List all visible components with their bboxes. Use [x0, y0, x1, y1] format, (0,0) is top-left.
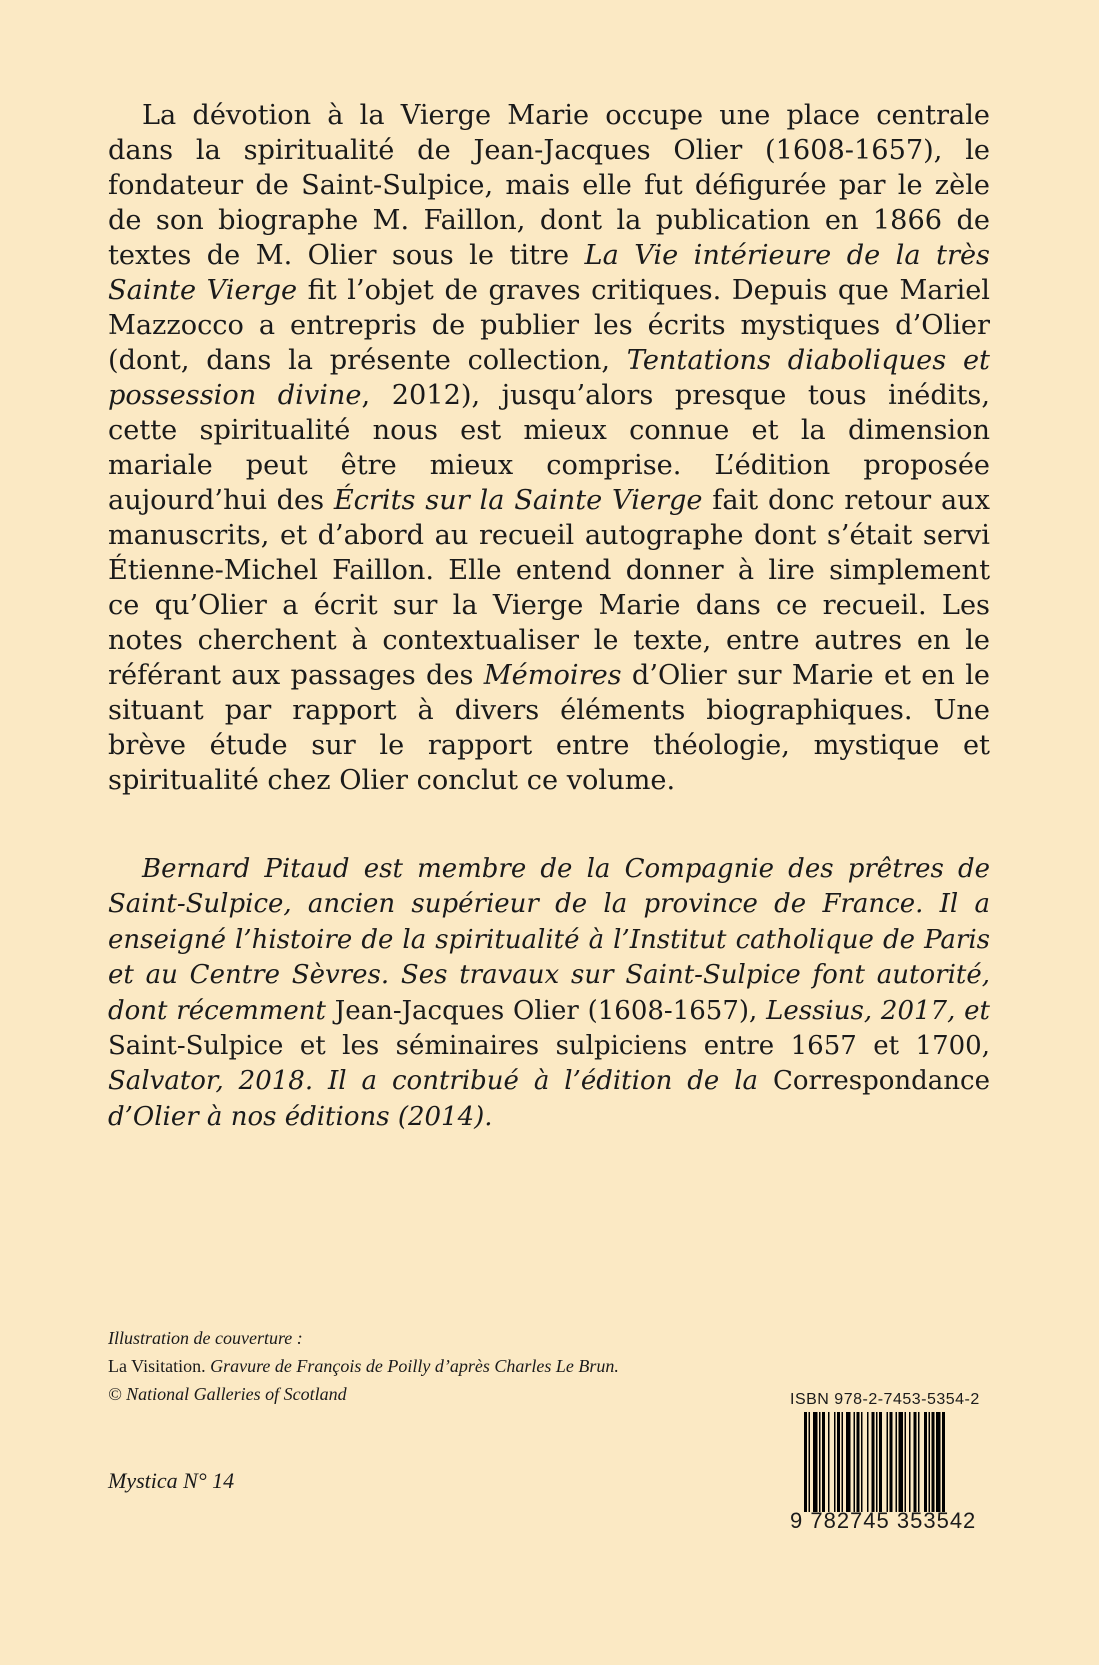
summary-text-2: fit l’objet de graves critiques. Depuis que Mariel Mazzocco a entrepris de publier les écrits mystiques d’Olier (dont, dans la présente collection, [108, 275, 990, 376]
summary-title-1: La Vie intérieure de la très Sainte Vierge [108, 240, 991, 306]
credits-copyright: © National Galleries of Scotland [108, 1384, 347, 1404]
credits-title: La Visitation. [108, 1356, 206, 1376]
barcode-icon [790, 1412, 990, 1512]
isbn-label: ISBN 978-2-7453-5354-2 [790, 1391, 980, 1408]
bio-book-3: Correspondance [772, 1066, 990, 1097]
credits-heading: Illustration de couverture : [108, 1328, 303, 1348]
bio-book-1: Jean-Jacques Olier (1608-1657), [334, 995, 758, 1026]
summary-title-4: Mémoires [483, 660, 622, 691]
barcode-digits: 9 782745 353542 [790, 1508, 977, 1533]
bio-book-2: Saint-Sulpice et les séminaires sulpiciens entre 1657 et 1700, [108, 1031, 990, 1062]
summary-text-1: La dévotion à la Vierge Marie occupe une place centrale dans la spiritualité de Jean-Jacques Olier (1608-1657), le fondateur de Saint-Sulpice, mais elle fut défigurée par le zèle de son biographe M. Faillon, dont la publication en 1866 de textes de M. Olier sous le titre [108, 100, 990, 271]
credits-line [108, 1352, 990, 1380]
summary-title-2: Tentations diaboliques et possession divine [108, 345, 990, 411]
bio-text-3: Salvator, 2018. Il a contribué à l’édition de la [108, 1066, 773, 1097]
series-label: Mystica N° 14 [108, 1468, 235, 1493]
summary-text-4: fait donc retour aux manuscrits, et d’abord au recueil autographe dont s’était servi Étienne-Michel Faillon. Elle entend donner à lire simplement ce qu’Olier a écrit sur la Vierge Marie dans ce recueil. Les notes cherchent à contextualiser le texte, entre autres en le référant aux passages des [108, 485, 991, 691]
credits-description: Gravure de François de Poilly d’après Charles Le Brun. [205, 1356, 619, 1376]
bio-text-1: Bernard Pitaud est membre de la Compagnie des prêtres de Saint-Sulpice, ancien supérieur de la province de France. Il a enseigné l’histoire de la spiritualité à l’Institut catholique de Paris et au Centre Sèvres. Ses travaux sur Saint-Sulpice font autorité, dont récemment [108, 854, 990, 1026]
bio-text-4: d’Olier à nos éditions (2014). [108, 1101, 493, 1132]
isbn-barcode-block [790, 1391, 990, 1532]
summary-text-3: , 2012), jusqu’alors presque tous inédits, cette spiritualité nous est mieux connue et la dimension mariale peut être mieux comprise. L’édition proposée aujourd’hui des [108, 380, 991, 516]
summary-text-5: d’Olier sur Marie et en le situant par rapport à divers éléments biographiques. Une brève étude sur le rapport entre théologie, mystique et spiritualité chez Olier conclut ce volume. [108, 660, 990, 796]
bio-text-2: Lessius, 2017, et [757, 995, 990, 1026]
author-bio [108, 852, 990, 1135]
summary-title-3: Écrits sur la Sainte Vierge [333, 485, 703, 516]
summary-paragraph [108, 98, 990, 798]
